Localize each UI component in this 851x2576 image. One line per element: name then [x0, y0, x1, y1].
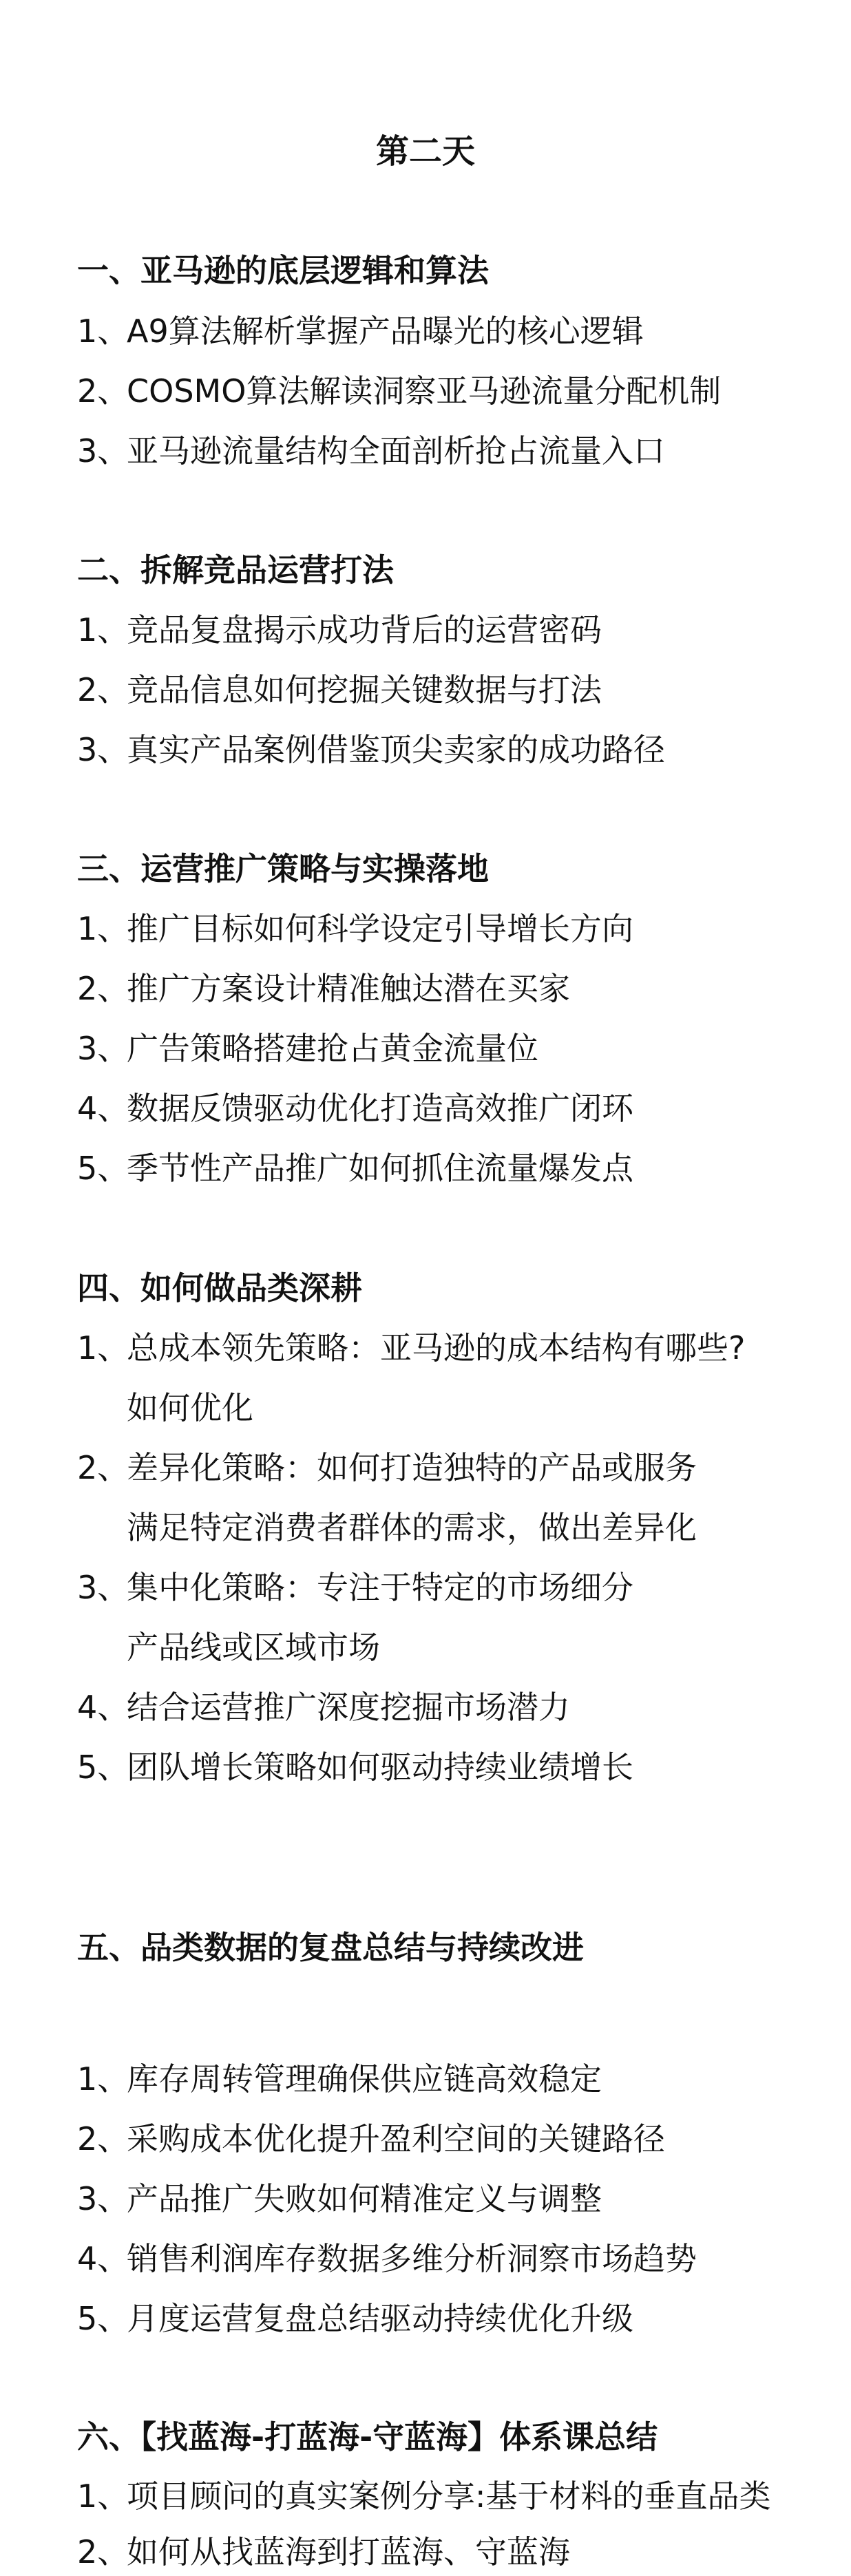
list-item	[77, 1743, 633, 1791]
list-item	[77, 905, 633, 953]
list-item	[77, 1563, 633, 1612]
item-text: 推广目标如何科学设定引导增长方向	[127, 910, 633, 947]
item-text: 产品推广失败如何精准定义与调整	[127, 2180, 602, 2217]
item-number: 2、	[77, 970, 129, 1007]
item-text: 广告策略搭建抢占黄金流量位	[127, 1030, 538, 1067]
section-heading-6: 六、【找蓝海-打蓝海-守蓝海】体系课总结	[77, 2418, 658, 2456]
list-item	[77, 1084, 633, 1132]
item-number: 3、	[77, 1569, 129, 1606]
list-item	[77, 1144, 633, 1192]
item-number: 2、	[77, 372, 129, 410]
section-heading-3: 三、运营推广策略与实操落地	[77, 850, 489, 887]
section-heading-2: 二、拆解竞品运营打法	[77, 551, 394, 589]
list-item	[77, 964, 570, 1013]
item-number: 3、	[77, 1030, 129, 1067]
list-item	[77, 2115, 665, 2163]
item-text: 真实产品案例借鉴顶尖卖家的成功路径	[127, 731, 665, 768]
item-number: 3、	[77, 432, 129, 469]
item-number: 1、	[77, 1329, 129, 1366]
item-text: 销售利润库存数据多维分析洞察市场趋势	[127, 2240, 697, 2277]
list-item	[77, 367, 721, 415]
list-item	[77, 427, 665, 475]
item-text: 数据反馈驱动优化打造高效推广闭环	[127, 1090, 633, 1127]
item-number: 3、	[77, 731, 129, 768]
item-text: A9算法解析掌握产品曝光的核心逻辑	[127, 313, 644, 350]
item-number: 4、	[77, 1689, 129, 1726]
item-number: 2、	[77, 671, 129, 708]
list-item	[77, 2528, 570, 2576]
list-item	[77, 2055, 602, 2103]
item-number: 2、	[77, 2533, 129, 2570]
item-number: 4、	[77, 2240, 129, 2277]
list-item	[77, 2472, 771, 2520]
list-item	[77, 1683, 570, 1731]
section-heading-5: 五、品类数据的复盘总结与持续改进	[77, 1929, 584, 1966]
item-number: 3、	[77, 2180, 129, 2217]
list-item	[77, 2294, 633, 2343]
item-text: 结合运营推广深度挖掘市场潜力	[127, 1689, 570, 1726]
item-number: 1、	[77, 2060, 129, 2098]
item-text: 库存周转管理确保供应链高效稳定	[127, 2060, 602, 2098]
item-continuation: 如何优化	[127, 1389, 253, 1426]
item-text: 亚马逊流量结构全面剖析抢占流量入口	[127, 432, 665, 469]
item-text: 采购成本优化提升盈利空间的关键路径	[127, 2120, 665, 2157]
list-item	[77, 726, 665, 774]
item-number: 1、	[77, 611, 129, 648]
item-number: 5、	[77, 2300, 129, 2337]
item-text: 竞品复盘揭示成功背后的运营密码	[127, 611, 602, 648]
list-item	[77, 307, 644, 355]
section-heading-4: 四、如何做品类深耕	[77, 1269, 362, 1307]
item-number: 2、	[77, 2120, 129, 2157]
item-number: 4、	[77, 1090, 129, 1127]
item-number: 5、	[77, 1150, 129, 1187]
item-text: 月度运营复盘总结驱动持续优化升级	[127, 2300, 633, 2337]
item-text: 总成本领先策略：亚马逊的成本结构有哪些?	[127, 1329, 746, 1366]
list-item	[77, 1444, 697, 1492]
item-continuation: 产品线或区域市场	[127, 1629, 380, 1666]
item-number: 2、	[77, 1449, 129, 1486]
list-item	[77, 1024, 538, 1073]
item-text: 差异化策略：如何打造独特的产品或服务	[127, 1449, 697, 1486]
item-number: 5、	[77, 1749, 129, 1786]
item-text: 季节性产品推广如何抓住流量爆发点	[127, 1150, 633, 1187]
item-number: 1、	[77, 910, 129, 947]
item-text: 竞品信息如何挖掘关键数据与打法	[127, 671, 602, 708]
item-text: 如何从找蓝海到打蓝海、守蓝海	[127, 2533, 570, 2570]
list-item	[77, 2175, 602, 2223]
item-text: 项目顾问的真实案例分享:基于材料的垂直品类	[127, 2478, 771, 2515]
item-text: COSMO算法解读洞察亚马逊流量分配机制	[127, 372, 722, 410]
item-text: 团队增长策略如何驱动持续业绩增长	[127, 1749, 633, 1786]
item-text: 推广方案设计精准触达潜在买家	[127, 970, 570, 1007]
item-text: 集中化策略：专注于特定的市场细分	[127, 1569, 633, 1606]
item-continuation: 满足特定消费者群体的需求，做出差异化	[127, 1509, 697, 1546]
list-item	[77, 1324, 745, 1372]
list-item	[77, 2235, 697, 2283]
list-item	[77, 606, 602, 654]
page-title: 第二天	[375, 132, 475, 171]
section-heading-1: 一、亚马逊的底层逻辑和算法	[77, 252, 489, 289]
list-item	[77, 666, 602, 714]
item-number: 1、	[77, 313, 129, 350]
item-number: 1、	[77, 2478, 129, 2515]
